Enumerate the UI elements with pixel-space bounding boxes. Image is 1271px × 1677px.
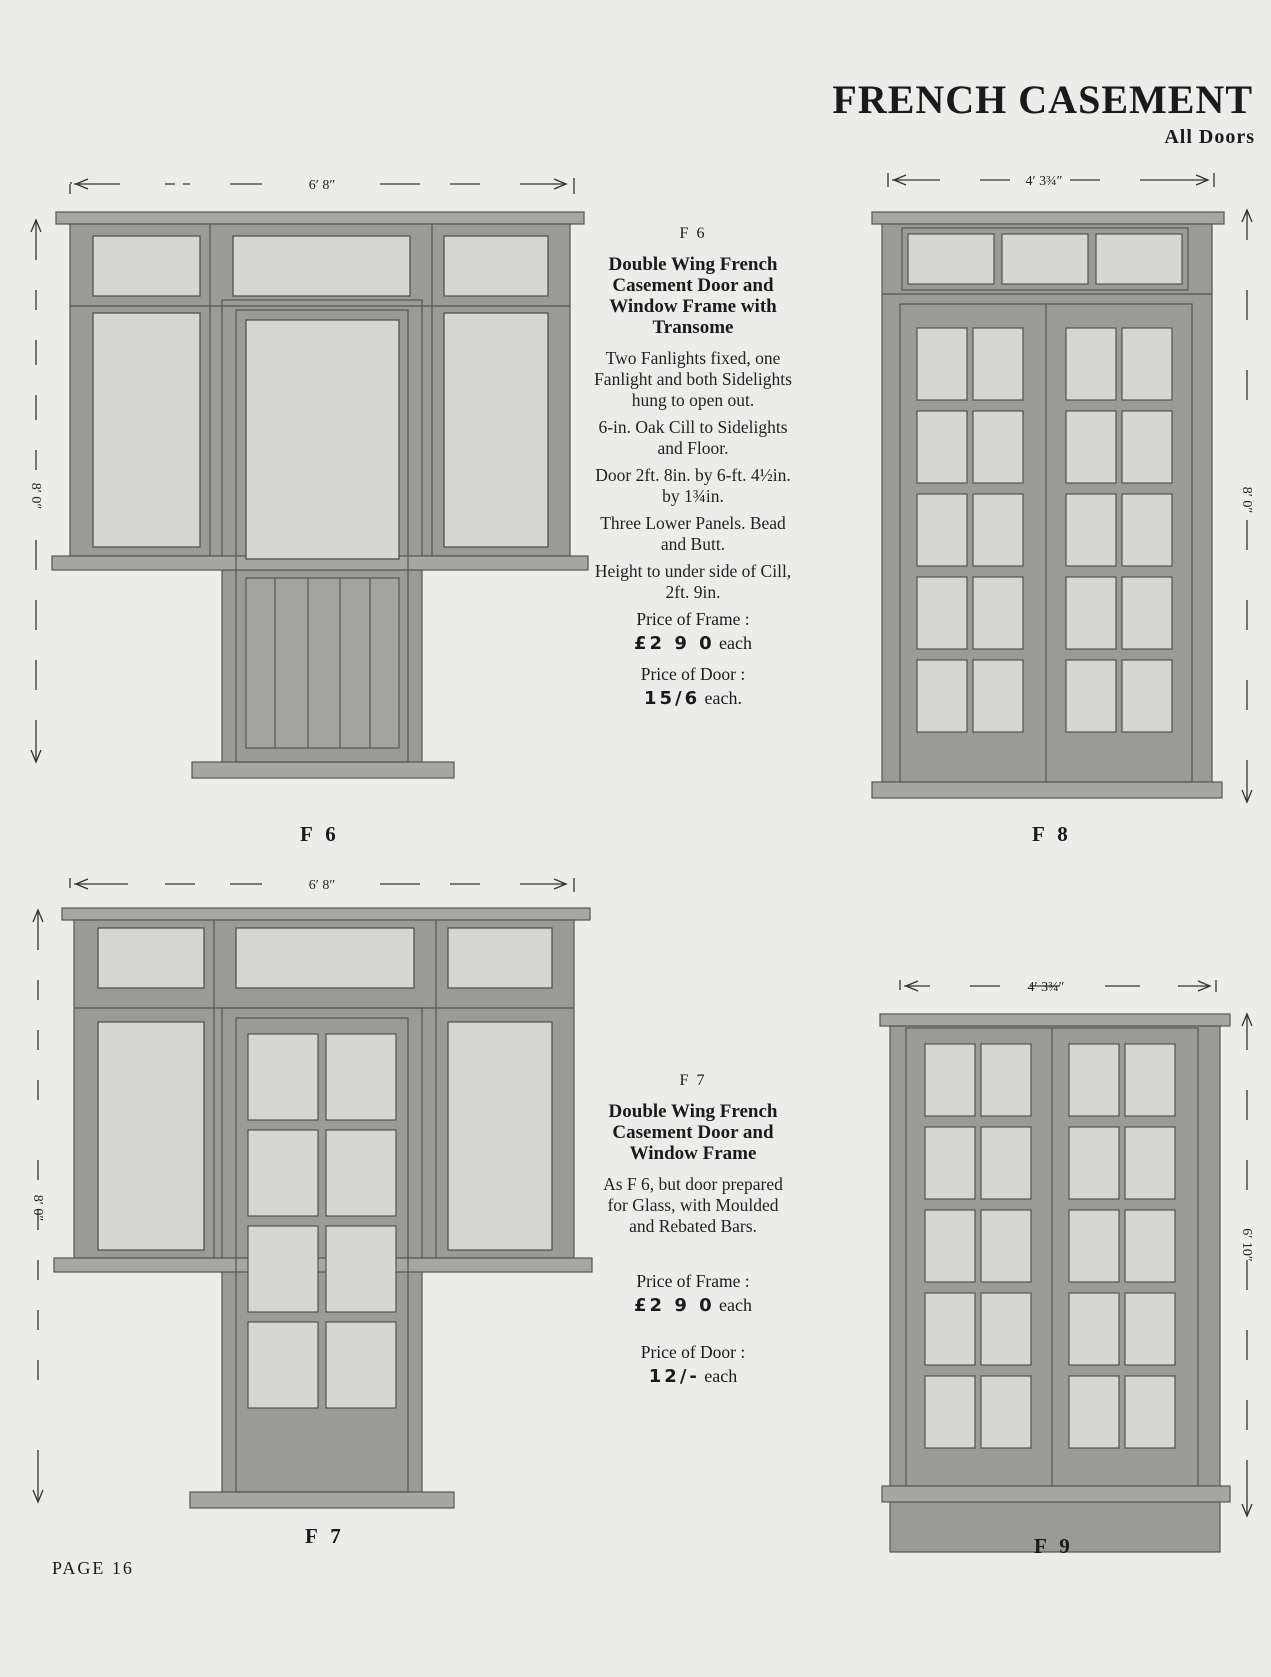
glass-pane — [1122, 494, 1172, 566]
figure-f8-drawing — [860, 160, 1260, 820]
glass-pane — [326, 1130, 396, 1216]
page-number: PAGE 16 — [52, 1558, 134, 1578]
description-code-f6: F 6 — [679, 225, 707, 242]
glass-pane — [1125, 1127, 1175, 1199]
height-label-f6: 8′ 0″ — [28, 482, 43, 510]
glass-pane — [981, 1127, 1031, 1199]
description-heading-f6: Double Wing French Casement Door and Window Frame with Transome — [608, 254, 778, 338]
figure-caption-f6: F 6 — [300, 822, 340, 846]
glass-pane — [925, 1376, 975, 1448]
glass-pane — [1069, 1127, 1119, 1199]
glass-pane — [1069, 1210, 1119, 1282]
description-code-f7: F 7 — [679, 1072, 707, 1089]
description-heading-f7: Double Wing French Casement Door and Window Frame — [608, 1101, 778, 1164]
figure-caption-f8: F 8 — [1032, 822, 1072, 846]
height-label-f9: 6′ 10″ — [1239, 1228, 1254, 1262]
glass-pane — [1125, 1210, 1175, 1282]
figure-f7-drawing — [0, 860, 600, 1530]
glass-pane — [917, 328, 967, 400]
glass-pane — [917, 494, 967, 566]
door-price-label-f6: Price of Door : — [640, 664, 746, 684]
glass-pane — [326, 1322, 396, 1408]
figure-caption-f9: F 9 — [1034, 1534, 1074, 1558]
glass-pane — [1069, 1044, 1119, 1116]
glass-pane — [1122, 577, 1172, 649]
glass-pane — [925, 1210, 975, 1282]
figure-f6-drawing — [0, 150, 600, 820]
glass-pane — [326, 1034, 396, 1120]
description-paragraph: Two Fanlights fixed, one Fanlight and both Sidelights hung to open out. — [594, 348, 792, 410]
glass-pane — [981, 1210, 1031, 1282]
glass-pane — [981, 1044, 1031, 1116]
door-price-f6: 15/6 — [644, 688, 701, 709]
page-subtitle: All Doors — [1164, 126, 1255, 148]
glass-pane — [925, 1293, 975, 1365]
width-label-f9: 4′ 3¾″ — [1027, 980, 1065, 995]
frame-price-label-f6: Price of Frame : — [636, 609, 750, 629]
glass-pane — [917, 577, 967, 649]
figure-caption-f7: F 7 — [305, 1524, 345, 1548]
glass-pane — [1066, 494, 1116, 566]
glass-pane — [973, 577, 1023, 649]
glass-pane — [1066, 328, 1116, 400]
page-title: FRENCH CASEMENT — [832, 77, 1253, 122]
glass-pane — [973, 411, 1023, 483]
frame-price-unit-f6: each — [719, 633, 752, 653]
glass-pane — [925, 1127, 975, 1199]
glass-pane — [1125, 1044, 1175, 1116]
height-label-f8: 8′ 0″ — [1239, 486, 1254, 514]
glass-pane — [1122, 411, 1172, 483]
frame-price-label-f7: Price of Frame : — [636, 1271, 750, 1291]
glass-pane — [917, 660, 967, 732]
glass-pane — [1122, 660, 1172, 732]
height-label-f7: 8′ 0″ — [30, 1194, 45, 1222]
glass-pane — [1125, 1293, 1175, 1365]
glass-pane — [1069, 1293, 1119, 1365]
glass-pane — [925, 1044, 975, 1116]
frame-price-f7: £2 9 0 — [634, 1295, 715, 1316]
description-paragraph: Three Lower Panels. Bead and Butt. — [600, 513, 786, 554]
glass-pane — [248, 1322, 318, 1408]
glass-pane — [973, 494, 1023, 566]
frame-price-unit-f7: each — [719, 1295, 752, 1315]
glass-pane — [248, 1034, 318, 1120]
description-f6 — [593, 223, 793, 709]
glass-pane — [981, 1376, 1031, 1448]
glass-pane — [973, 660, 1023, 732]
glass-pane — [1125, 1376, 1175, 1448]
glass-pane — [1122, 328, 1172, 400]
description-paragraph: As F 6, but door prepared for Glass, with Moulded and Rebated Bars. — [603, 1174, 783, 1236]
door-price-f7: 12/- — [648, 1366, 700, 1387]
description-f7 — [593, 1070, 793, 1387]
width-label-f7: 6′ 8″ — [308, 878, 336, 893]
glass-pane — [1066, 411, 1116, 483]
glass-pane — [917, 411, 967, 483]
glass-pane — [248, 1130, 318, 1216]
description-paragraph: Height to under side of Cill, 2ft. 9in. — [594, 561, 792, 602]
glass-pane — [1066, 577, 1116, 649]
width-label-f6: 6′ 8″ — [308, 178, 336, 193]
door-price-unit-f7: each — [704, 1366, 738, 1386]
door-price-unit-f6: each. — [704, 688, 742, 708]
glass-pane — [981, 1293, 1031, 1365]
glass-pane — [973, 328, 1023, 400]
glass-pane — [1069, 1376, 1119, 1448]
width-label-f8: 4′ 3¾″ — [1025, 174, 1063, 189]
glass-pane — [248, 1226, 318, 1312]
door-price-label-f7: Price of Door : — [640, 1342, 746, 1362]
glass-pane — [326, 1226, 396, 1312]
glass-pane — [1066, 660, 1116, 732]
height-dimension-f9 — [1242, 1014, 1252, 1516]
frame-price-f6: £2 9 0 — [634, 633, 715, 654]
description-paragraph: 6-in. Oak Cill to Sidelights and Floor. — [598, 417, 788, 458]
description-paragraph: Door 2ft. 8in. by 6-ft. 4½in. by 1¾in. — [595, 465, 791, 506]
figure-f9-drawing — [860, 960, 1260, 1520]
